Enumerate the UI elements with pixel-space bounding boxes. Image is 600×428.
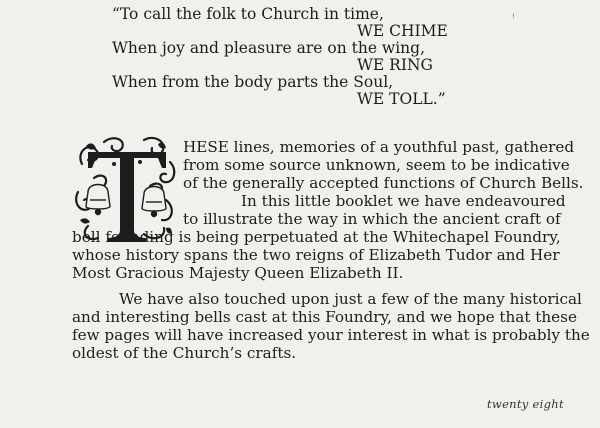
paragraph-line: Most Gracious Majesty Queen Elizabeth II. bbox=[72, 264, 404, 282]
poem-line: When joy and pleasure are on the wing, bbox=[112, 39, 425, 57]
paragraph-line: few pages will have increased your interest in what is probably the bbox=[72, 326, 590, 344]
paragraph-line: In this little booklet we have endeavoured bbox=[241, 192, 566, 210]
paragraph-line: HESE lines, memories of a youthful past, gathered bbox=[183, 138, 575, 156]
poem-line: “To call the folk to Church in time, bbox=[112, 5, 384, 23]
poem-refrain: WE RING bbox=[357, 56, 433, 74]
paragraph-line: bell founding is being perpetuated at the Whitechapel Foundry, bbox=[72, 228, 561, 246]
poem-line: When from the body parts the Soul, bbox=[112, 73, 394, 91]
paragraph-line: from some source unknown, seem to be indicative bbox=[183, 156, 570, 174]
paragraph-line: whose history spans the two reigns of Elizabeth Tudor and Her bbox=[72, 246, 560, 264]
paragraph-line: oldest of the Church’s crafts. bbox=[72, 344, 297, 362]
epigraph-poem bbox=[112, 6, 472, 108]
paragraph-line: to illustrate the way in which the ancient craft of bbox=[183, 210, 561, 228]
paragraph-line: We have also touched upon just a few of the many historical bbox=[119, 290, 582, 308]
paragraph-line: of the generally accepted functions of Church Bells. bbox=[183, 174, 584, 192]
poem-refrain: WE TOLL.” bbox=[357, 90, 446, 108]
ink-speck: ꜝ bbox=[512, 12, 515, 25]
poem-refrain: WE CHIME bbox=[357, 22, 448, 40]
page-number: twenty eight bbox=[487, 397, 564, 411]
paragraph-line: and interesting bells cast at this Foundry, and we hope that these bbox=[72, 308, 577, 326]
